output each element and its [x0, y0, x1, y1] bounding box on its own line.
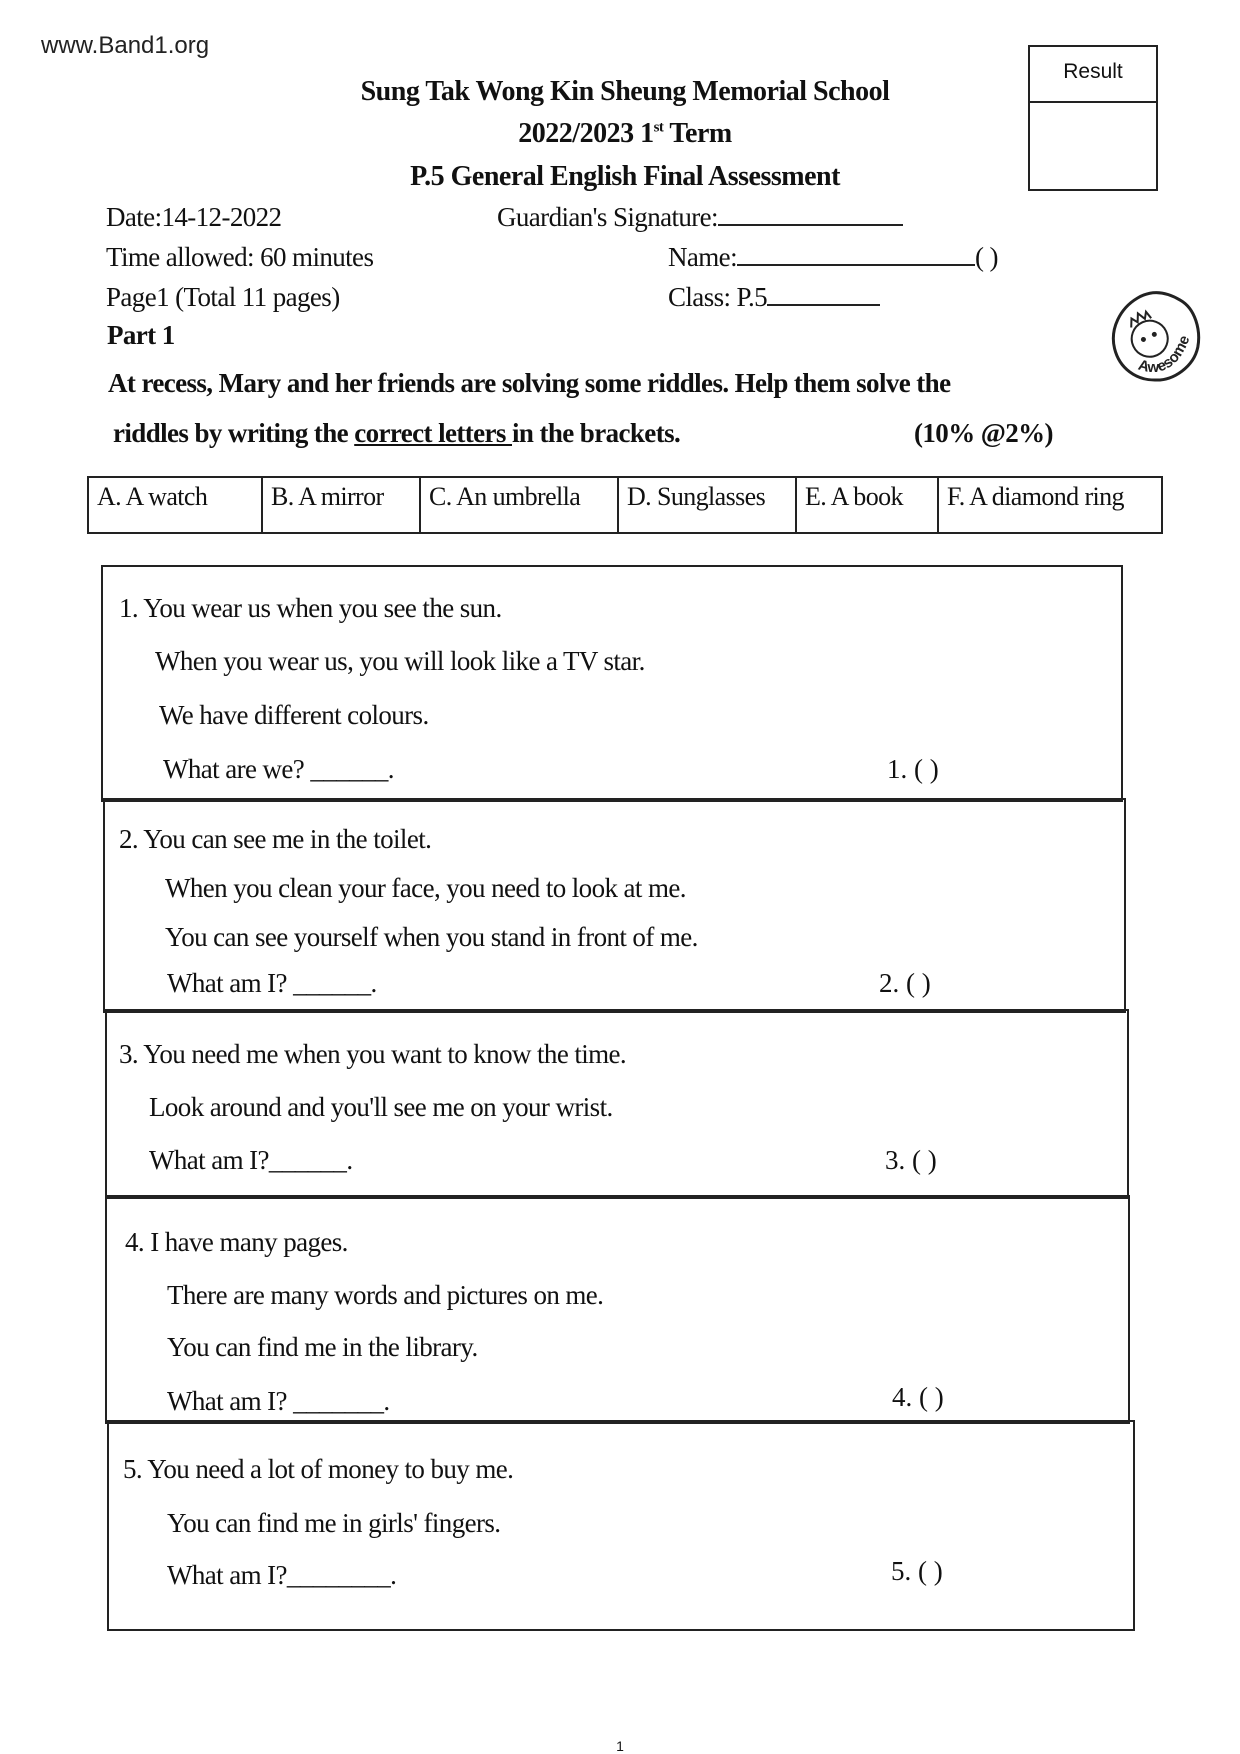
ordinal-suffix: st	[653, 119, 664, 136]
riddle-line: When you clean your face, you need to look at me.	[165, 873, 686, 903]
riddle-line: 1. You wear us when you see the sun.	[119, 593, 502, 623]
riddle-box-1	[101, 565, 1123, 802]
svg-text:Awesome: Awesome	[1136, 333, 1194, 376]
class-field[interactable]	[668, 282, 880, 313]
option-a: A. A watch	[88, 477, 262, 533]
guardian-label: Guardian's Signature:	[497, 202, 718, 232]
riddle-line: 3. You need me when you want to know the time.	[119, 1039, 627, 1069]
riddle-line: You can see yourself when you stand in front of me.	[165, 922, 698, 952]
assessment-title: P.5 General English Final Assessment	[410, 161, 840, 192]
term-title	[0, 118, 1240, 150]
options-table	[87, 476, 1163, 534]
name-blank[interactable]	[737, 242, 975, 266]
result-label: Result	[1030, 47, 1156, 103]
part-heading: Part 1	[107, 320, 175, 350]
riddle-box-2	[103, 798, 1126, 1013]
riddle-line: When you wear us, you will look like a TV star.	[155, 646, 645, 676]
watermark-url: www.Band1.org	[41, 32, 210, 59]
answer-bracket-4[interactable]: 4. ( )	[892, 1382, 944, 1412]
riddle-box-4	[105, 1195, 1130, 1424]
class-blank[interactable]	[767, 282, 880, 306]
riddle-question: What am I?______.	[149, 1145, 353, 1175]
signature-blank[interactable]	[718, 202, 903, 226]
awesome-sticker	[1104, 288, 1208, 388]
riddle-box-3	[105, 1009, 1129, 1199]
riddle-line: You can find me in the library.	[167, 1332, 478, 1362]
name-label: Name:	[668, 242, 737, 272]
riddle-question: What am I? ______.	[167, 968, 377, 998]
option-b: B. A mirror	[262, 477, 420, 533]
riddle-line: 2. You can see me in the toilet.	[119, 824, 432, 854]
class-label: Class: P.5	[668, 282, 768, 312]
instruction-line-1: At recess, Mary and her friends are solving some riddles. Help them solve the	[108, 368, 951, 398]
instruction-text: riddles by writing the	[113, 418, 355, 448]
riddle-line: 4. I have many pages.	[125, 1227, 348, 1257]
riddle-box-5	[107, 1420, 1135, 1631]
riddle-line: We have different colours.	[159, 700, 429, 730]
answer-bracket-1[interactable]: 1. ( )	[887, 754, 939, 784]
guardian-signature-field[interactable]	[497, 202, 903, 233]
riddle-question: What am I? _______.	[167, 1386, 390, 1416]
answer-bracket-3[interactable]: 3. ( )	[885, 1145, 937, 1175]
option-c: C. An umbrella	[420, 477, 618, 533]
riddle-line: 5. You need a lot of money to buy me.	[123, 1454, 514, 1484]
awesome-stamp-icon	[1104, 288, 1208, 388]
option-e: E. A book	[796, 477, 938, 533]
option-f: F. A diamond ring	[938, 477, 1162, 533]
marks-allocation: (10% @2%)	[914, 418, 1053, 448]
page-number: 1	[616, 1738, 624, 1754]
answer-bracket-2[interactable]: 2. ( )	[879, 968, 931, 998]
instruction-line-2	[113, 418, 680, 449]
riddle-question: What are we? ______.	[163, 754, 394, 784]
riddle-question: What am I?________.	[167, 1560, 397, 1590]
time-allowed: Time allowed: 60 minutes	[106, 242, 374, 272]
name-field[interactable]	[668, 242, 998, 273]
year-text: 2022/2023 1	[518, 118, 654, 149]
term-text: Term	[663, 118, 732, 149]
riddle-line: Look around and you'll see me on your wrist.	[149, 1092, 613, 1122]
instruction-text-end: in the brackets.	[512, 418, 681, 448]
page-info: Page1 (Total 11 pages)	[106, 282, 340, 312]
option-d: D. Sunglasses	[618, 477, 796, 533]
class-number-bracket: ( )	[974, 242, 998, 272]
riddle-line: There are many words and pictures on me.	[167, 1280, 604, 1310]
school-name: Sung Tak Wong Kin Sheung Memorial School	[360, 76, 890, 107]
date: Date:14-12-2022	[106, 202, 282, 232]
riddle-line: You can find me in girls' fingers.	[167, 1508, 501, 1538]
answer-bracket-5[interactable]: 5. ( )	[891, 1556, 943, 1586]
instruction-emphasis: correct letters	[354, 418, 512, 448]
